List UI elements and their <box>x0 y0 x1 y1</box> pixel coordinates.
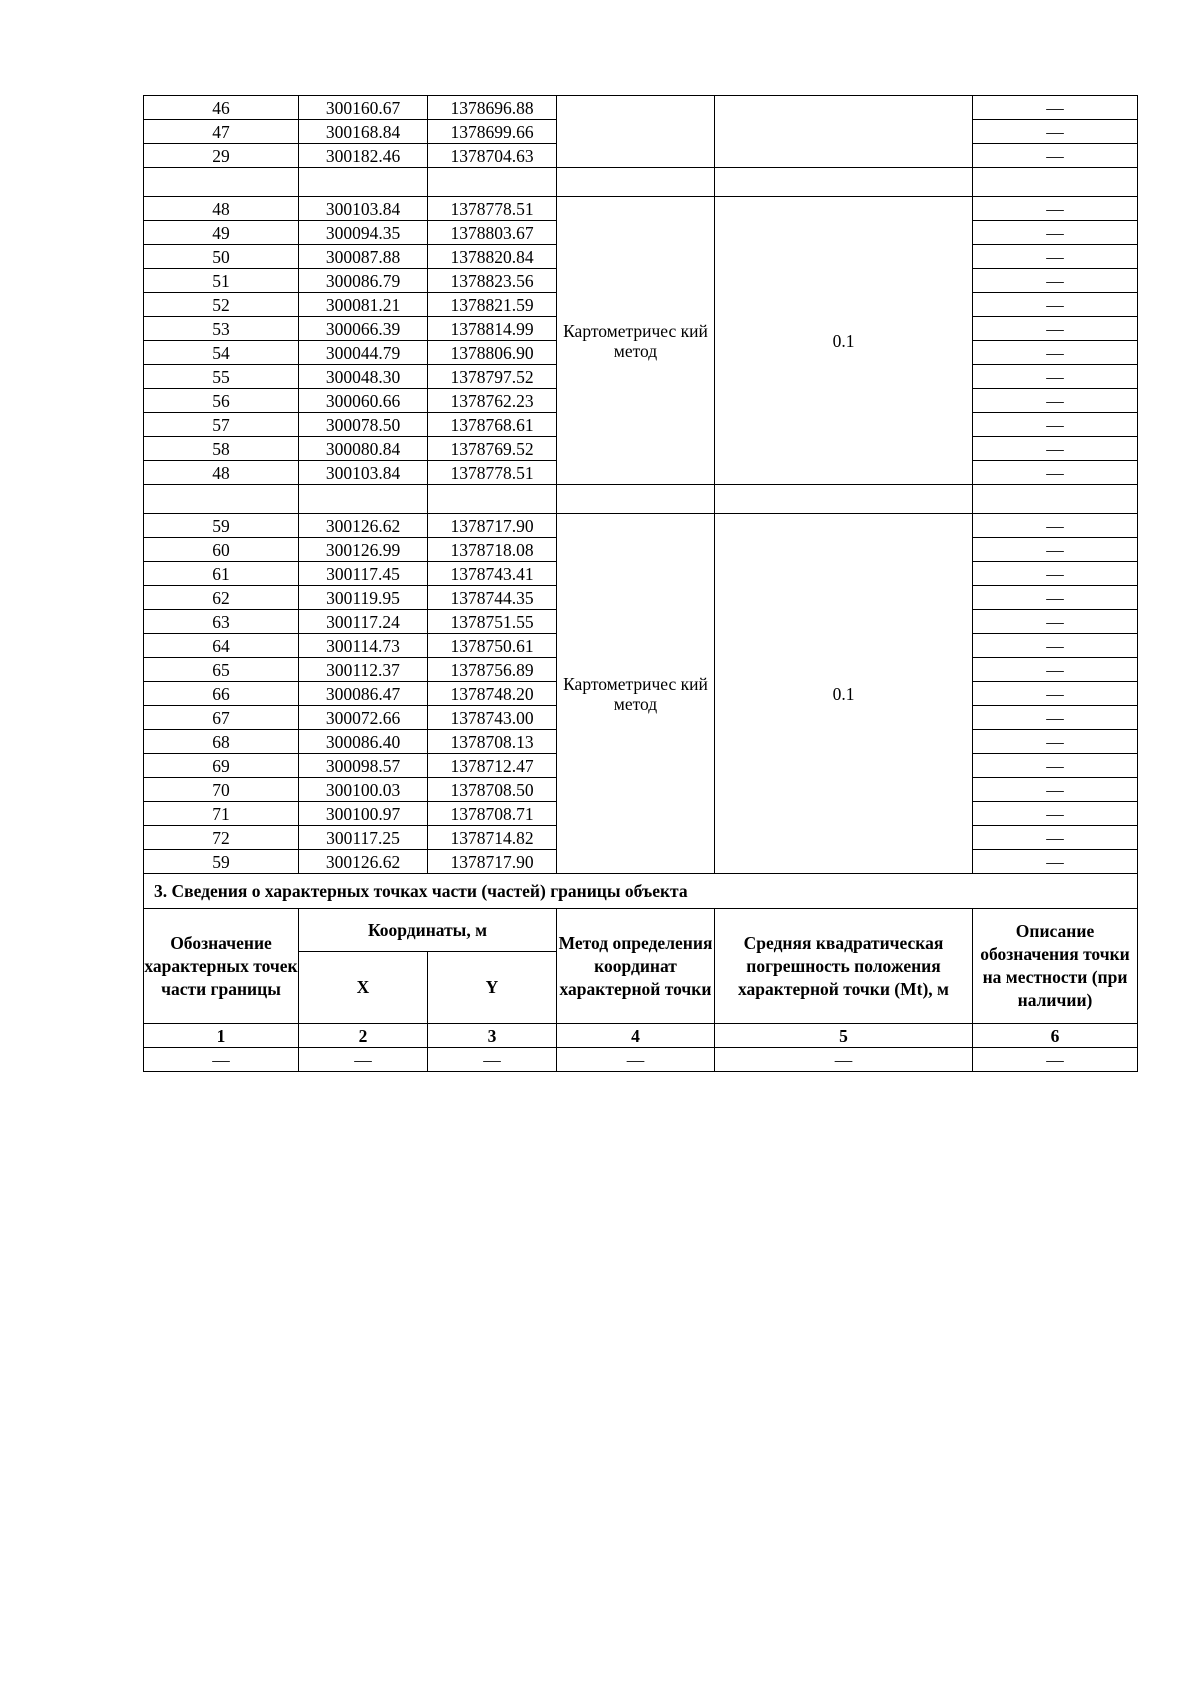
column-number: 5 <box>715 1024 973 1048</box>
point-number: 66 <box>144 682 299 706</box>
description-cell: — <box>973 120 1138 144</box>
header-coordinates: Координаты, м <box>299 909 557 952</box>
x-coordinate: 300048.30 <box>299 365 428 389</box>
point-number: 60 <box>144 538 299 562</box>
point-number: 51 <box>144 269 299 293</box>
y-coordinate: 1378797.52 <box>428 365 557 389</box>
description-cell: — <box>973 586 1138 610</box>
empty-cell <box>299 168 428 197</box>
x-coordinate: 300114.73 <box>299 634 428 658</box>
x-coordinate: 300087.88 <box>299 245 428 269</box>
y-coordinate: 1378769.52 <box>428 437 557 461</box>
x-coordinate: 300126.99 <box>299 538 428 562</box>
coordinates-table-body <box>144 96 1138 1072</box>
method-cell <box>557 96 715 168</box>
point-number: 61 <box>144 562 299 586</box>
y-coordinate: 1378699.66 <box>428 120 557 144</box>
section-title: 3. Сведения о характерных точках части (частей) границы объекта <box>144 874 1138 909</box>
description-cell: — <box>973 317 1138 341</box>
header-row <box>144 909 1138 952</box>
y-coordinate: 1378696.88 <box>428 96 557 120</box>
point-number: 56 <box>144 389 299 413</box>
description-cell: — <box>973 658 1138 682</box>
point-number: 71 <box>144 802 299 826</box>
y-coordinate: 1378708.50 <box>428 778 557 802</box>
y-coordinate: 1378820.84 <box>428 245 557 269</box>
x-coordinate: 300103.84 <box>299 461 428 485</box>
y-coordinate: 1378743.00 <box>428 706 557 730</box>
empty-cell <box>428 485 557 514</box>
accuracy-cell <box>715 96 973 168</box>
y-coordinate: 1378704.63 <box>428 144 557 168</box>
description-cell: — <box>973 413 1138 437</box>
empty-cell <box>144 168 299 197</box>
x-coordinate: 300086.40 <box>299 730 428 754</box>
y-coordinate: 1378803.67 <box>428 221 557 245</box>
description-cell: — <box>973 754 1138 778</box>
y-coordinate: 1378756.89 <box>428 658 557 682</box>
y-coordinate: 1378823.56 <box>428 269 557 293</box>
method-cell: Картометричес кий метод <box>557 514 715 874</box>
header-x: X <box>299 952 428 1024</box>
x-coordinate: 300098.57 <box>299 754 428 778</box>
x-coordinate: 300100.03 <box>299 778 428 802</box>
coordinates-table <box>143 95 1138 1072</box>
point-number: 48 <box>144 197 299 221</box>
header-accuracy: Средняя квадратическая погрешность положения характерной точки (Mt), м <box>715 909 973 1024</box>
accuracy-cell: 0.1 <box>715 197 973 485</box>
empty-cell <box>715 485 973 514</box>
point-number: 64 <box>144 634 299 658</box>
point-number: 68 <box>144 730 299 754</box>
y-coordinate: 1378717.90 <box>428 850 557 874</box>
y-coordinate: 1378762.23 <box>428 389 557 413</box>
x-coordinate: 300100.97 <box>299 802 428 826</box>
x-coordinate: 300117.25 <box>299 826 428 850</box>
header-designation: Обозначение характерных точек части границы <box>144 909 299 1024</box>
y-coordinate: 1378751.55 <box>428 610 557 634</box>
point-number: 48 <box>144 461 299 485</box>
point-number: 58 <box>144 437 299 461</box>
y-coordinate: 1378768.61 <box>428 413 557 437</box>
y-coordinate: 1378708.13 <box>428 730 557 754</box>
empty-cell <box>973 485 1138 514</box>
point-number: 70 <box>144 778 299 802</box>
description-cell: — <box>973 197 1138 221</box>
point-number: 29 <box>144 144 299 168</box>
x-coordinate: 300078.50 <box>299 413 428 437</box>
y-coordinate: 1378712.47 <box>428 754 557 778</box>
point-number: 53 <box>144 317 299 341</box>
dash-cell: — <box>428 1048 557 1072</box>
description-cell: — <box>973 706 1138 730</box>
column-number-row <box>144 1024 1138 1048</box>
x-coordinate: 300119.95 <box>299 586 428 610</box>
x-coordinate: 300066.39 <box>299 317 428 341</box>
header-method: Метод определения координат характерной точки <box>557 909 715 1024</box>
x-coordinate: 300060.66 <box>299 389 428 413</box>
separator-row <box>144 168 1138 197</box>
table-row <box>144 514 1138 538</box>
y-coordinate: 1378748.20 <box>428 682 557 706</box>
empty-cell <box>973 168 1138 197</box>
description-cell: — <box>973 269 1138 293</box>
dash-cell: — <box>557 1048 715 1072</box>
point-number: 59 <box>144 514 299 538</box>
empty-data-row <box>144 1048 1138 1072</box>
point-number: 55 <box>144 365 299 389</box>
description-cell: — <box>973 562 1138 586</box>
column-number: 1 <box>144 1024 299 1048</box>
description-cell: — <box>973 96 1138 120</box>
point-number: 50 <box>144 245 299 269</box>
description-cell: — <box>973 610 1138 634</box>
x-coordinate: 300112.37 <box>299 658 428 682</box>
x-coordinate: 300080.84 <box>299 437 428 461</box>
x-coordinate: 300126.62 <box>299 850 428 874</box>
x-coordinate: 300182.46 <box>299 144 428 168</box>
x-coordinate: 300094.35 <box>299 221 428 245</box>
x-coordinate: 300126.62 <box>299 514 428 538</box>
point-number: 62 <box>144 586 299 610</box>
empty-cell <box>715 168 973 197</box>
description-cell: — <box>973 461 1138 485</box>
point-number: 65 <box>144 658 299 682</box>
point-number: 59 <box>144 850 299 874</box>
dash-cell: — <box>299 1048 428 1072</box>
empty-cell <box>299 485 428 514</box>
description-cell: — <box>973 221 1138 245</box>
description-cell: — <box>973 730 1138 754</box>
y-coordinate: 1378806.90 <box>428 341 557 365</box>
point-number: 72 <box>144 826 299 850</box>
x-coordinate: 300103.84 <box>299 197 428 221</box>
y-coordinate: 1378708.71 <box>428 802 557 826</box>
y-coordinate: 1378750.61 <box>428 634 557 658</box>
y-coordinate: 1378718.08 <box>428 538 557 562</box>
empty-cell <box>557 168 715 197</box>
description-cell: — <box>973 514 1138 538</box>
description-cell: — <box>973 245 1138 269</box>
description-cell: — <box>973 437 1138 461</box>
description-cell: — <box>973 144 1138 168</box>
empty-cell <box>144 485 299 514</box>
point-number: 49 <box>144 221 299 245</box>
empty-cell <box>557 485 715 514</box>
description-cell: — <box>973 682 1138 706</box>
y-coordinate: 1378717.90 <box>428 514 557 538</box>
x-coordinate: 300044.79 <box>299 341 428 365</box>
x-coordinate: 300072.66 <box>299 706 428 730</box>
y-coordinate: 1378778.51 <box>428 197 557 221</box>
point-number: 57 <box>144 413 299 437</box>
point-number: 52 <box>144 293 299 317</box>
description-cell: — <box>973 293 1138 317</box>
header-description: Описание обозначения точки на местности (при наличии) <box>973 909 1138 1024</box>
x-coordinate: 300081.21 <box>299 293 428 317</box>
description-cell: — <box>973 778 1138 802</box>
y-coordinate: 1378778.51 <box>428 461 557 485</box>
description-cell: — <box>973 802 1138 826</box>
separator-row <box>144 485 1138 514</box>
point-number: 63 <box>144 610 299 634</box>
description-cell: — <box>973 850 1138 874</box>
column-number: 2 <box>299 1024 428 1048</box>
table-row <box>144 197 1138 221</box>
x-coordinate: 300117.24 <box>299 610 428 634</box>
empty-cell <box>428 168 557 197</box>
x-coordinate: 300168.84 <box>299 120 428 144</box>
section-title-row <box>144 874 1138 909</box>
dash-cell: — <box>973 1048 1138 1072</box>
x-coordinate: 300117.45 <box>299 562 428 586</box>
column-number: 4 <box>557 1024 715 1048</box>
y-coordinate: 1378714.82 <box>428 826 557 850</box>
column-number: 3 <box>428 1024 557 1048</box>
description-cell: — <box>973 341 1138 365</box>
method-cell: Картометричес кий метод <box>557 197 715 485</box>
description-cell: — <box>973 538 1138 562</box>
y-coordinate: 1378814.99 <box>428 317 557 341</box>
table-row <box>144 96 1138 120</box>
x-coordinate: 300086.47 <box>299 682 428 706</box>
dash-cell: — <box>144 1048 299 1072</box>
description-cell: — <box>973 365 1138 389</box>
description-cell: — <box>973 634 1138 658</box>
y-coordinate: 1378743.41 <box>428 562 557 586</box>
y-coordinate: 1378744.35 <box>428 586 557 610</box>
point-number: 47 <box>144 120 299 144</box>
point-number: 54 <box>144 341 299 365</box>
description-cell: — <box>973 389 1138 413</box>
point-number: 46 <box>144 96 299 120</box>
column-number: 6 <box>973 1024 1138 1048</box>
x-coordinate: 300160.67 <box>299 96 428 120</box>
x-coordinate: 300086.79 <box>299 269 428 293</box>
description-cell: — <box>973 826 1138 850</box>
point-number: 67 <box>144 706 299 730</box>
header-y: Y <box>428 952 557 1024</box>
point-number: 69 <box>144 754 299 778</box>
y-coordinate: 1378821.59 <box>428 293 557 317</box>
dash-cell: — <box>715 1048 973 1072</box>
accuracy-cell: 0.1 <box>715 514 973 874</box>
